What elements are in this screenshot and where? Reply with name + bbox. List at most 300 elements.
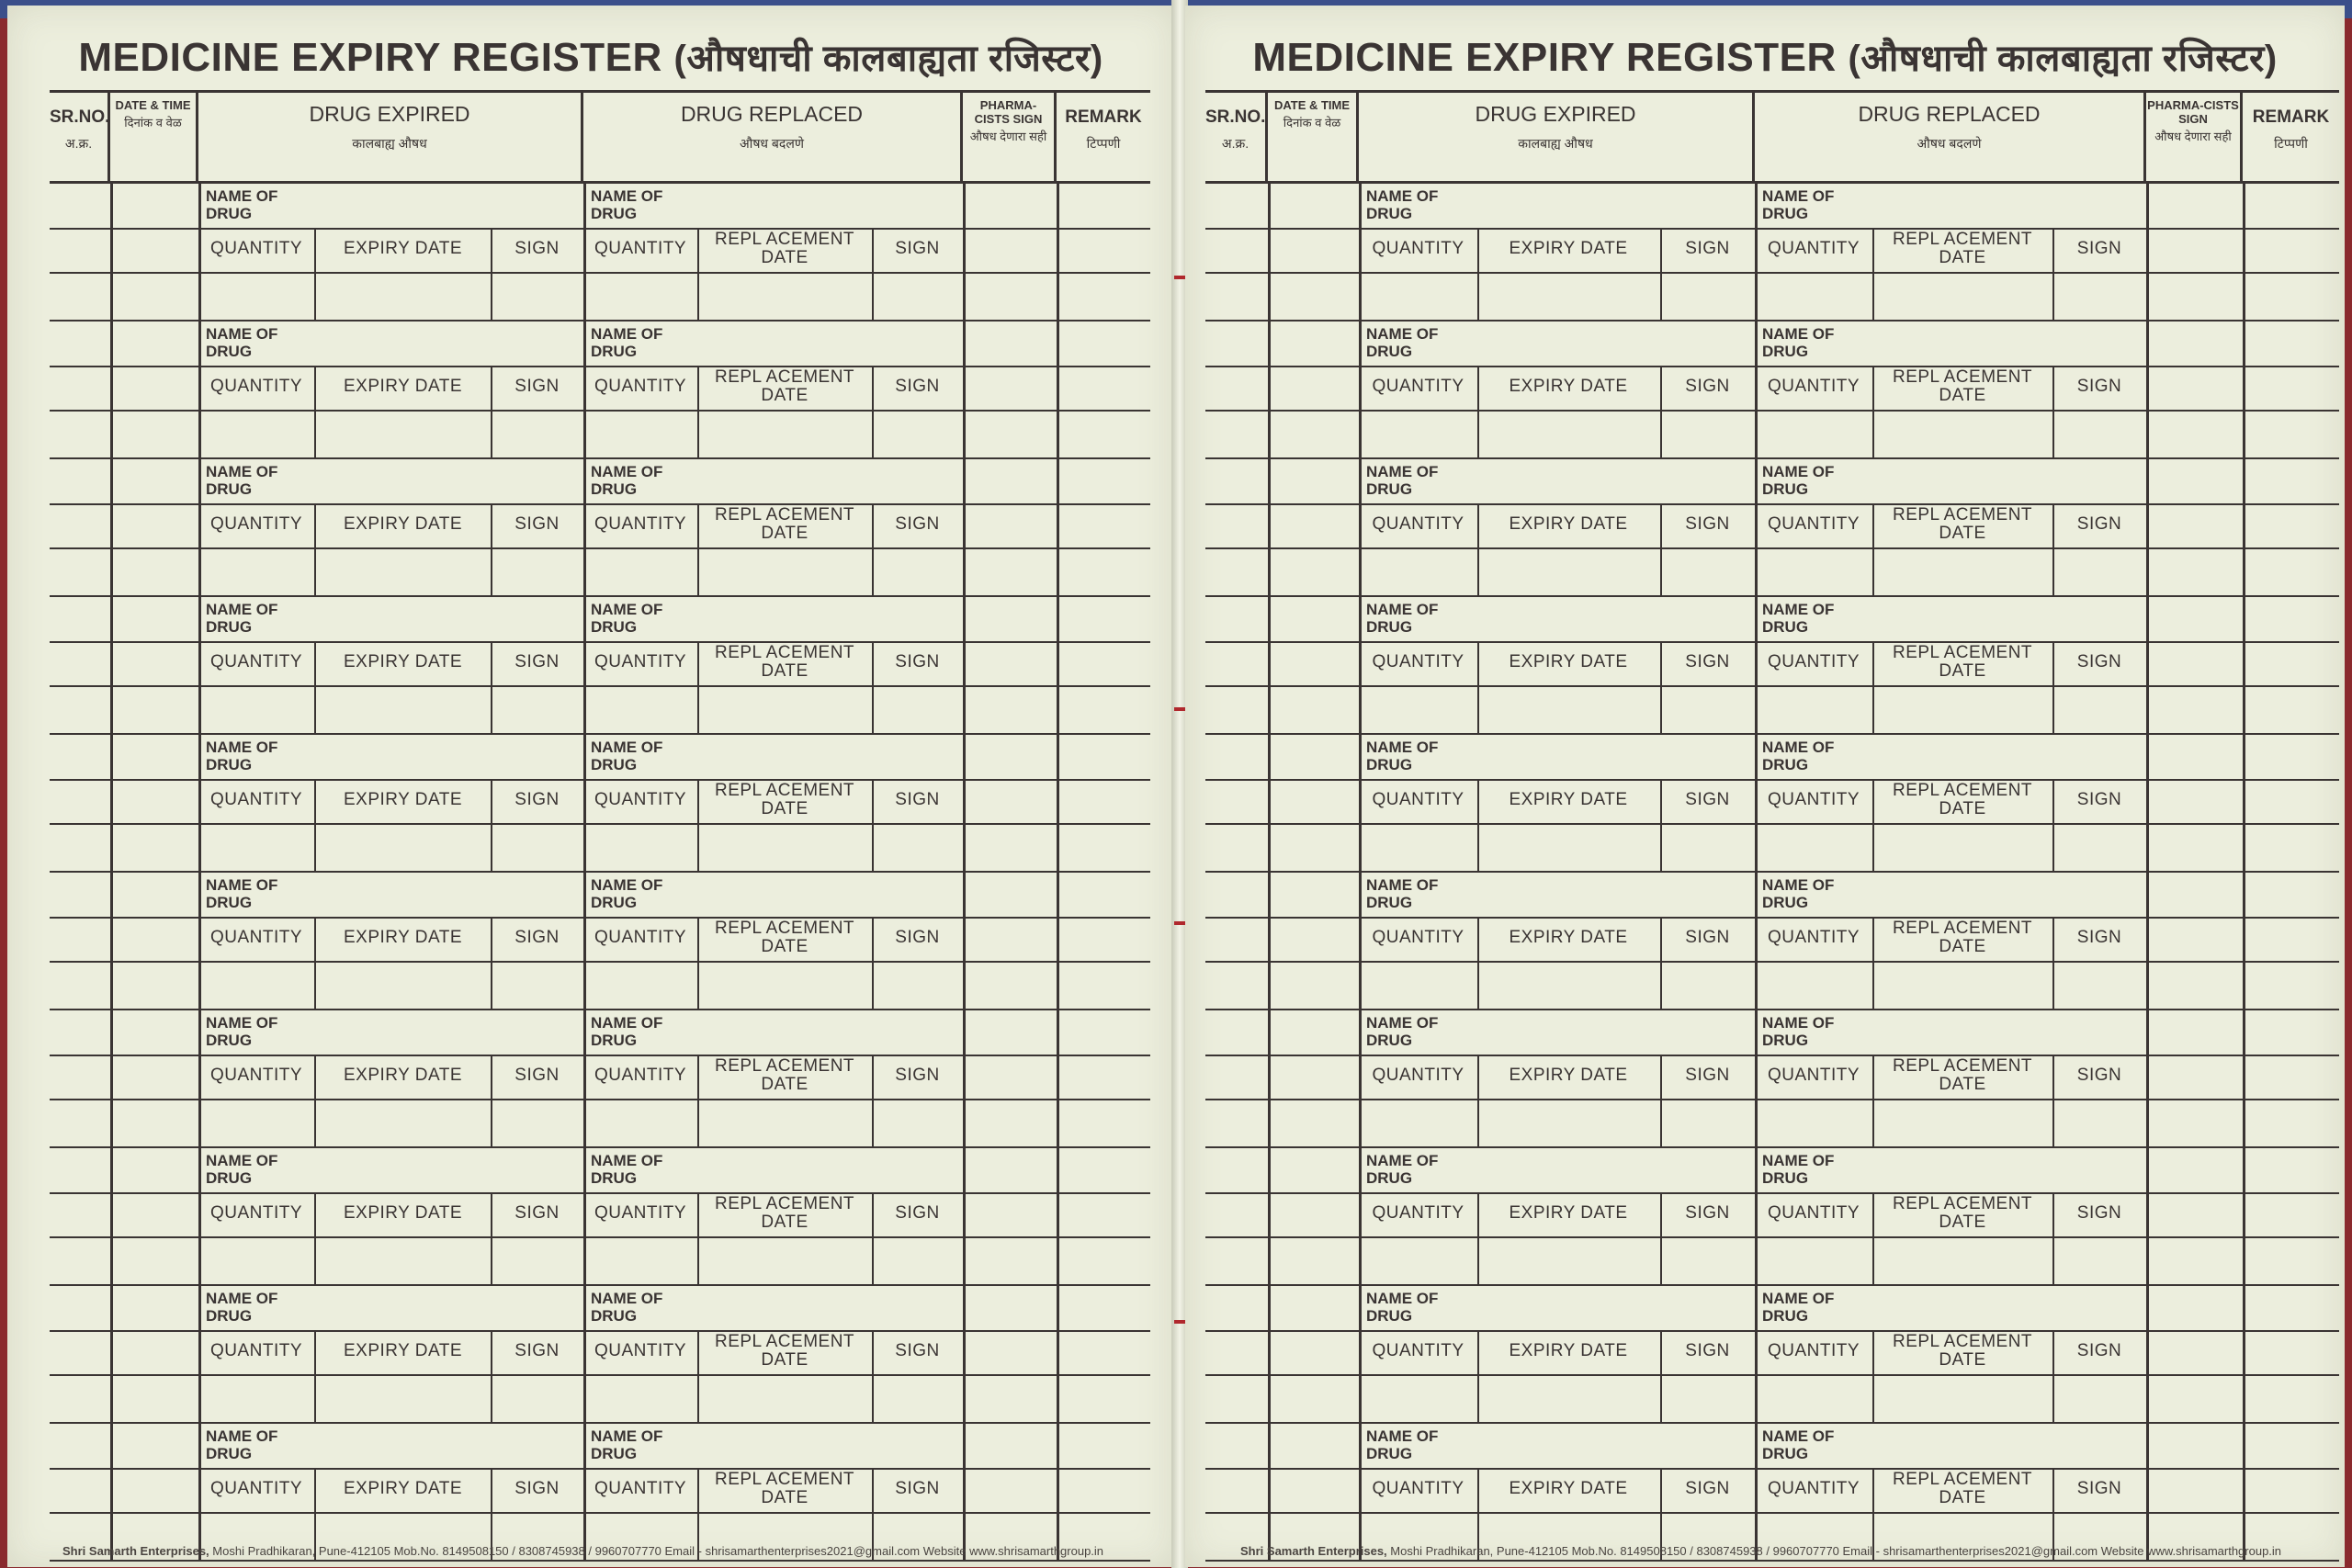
expiry-date-label: EXPIRY DATE	[1509, 1479, 1628, 1498]
sign-label: SIGN	[1685, 1341, 1730, 1360]
ruled-line	[963, 1099, 1150, 1100]
quantity-label: QUANTITY	[594, 1341, 687, 1360]
header-pharmacist-sign-marathi: औषध देणारा सही	[969, 130, 1047, 143]
ruled-line	[2146, 1192, 2339, 1194]
ruled-line	[2146, 961, 2339, 963]
quantity-label: QUANTITY	[209, 514, 303, 534]
header-pharmacist-sign	[2146, 93, 2243, 181]
name-of-drug-label: NAME OF DRUG	[1762, 1152, 1835, 1187]
ruled-line	[50, 685, 198, 687]
column-divider	[963, 1424, 966, 1560]
left-page	[7, 6, 1174, 1567]
ruled-line	[1359, 1330, 1755, 1332]
column-divider	[1268, 1286, 1271, 1422]
replacement-date-label: REPL ACEMENT DATE	[714, 919, 855, 956]
ruled-line	[963, 228, 1150, 230]
quantity-label: QUANTITY	[209, 790, 303, 809]
ruled-line	[1205, 272, 1359, 274]
name-of-drug-label: NAME OF DRUG	[206, 463, 278, 498]
header-drug-replaced	[1755, 93, 2146, 181]
column-divider	[110, 1286, 113, 1422]
expiry-date-label: EXPIRY DATE	[1509, 790, 1628, 809]
expiry-date-label: EXPIRY DATE	[1509, 514, 1628, 534]
ruled-line	[1359, 1192, 1755, 1194]
name-of-drug-label: NAME OF DRUG	[206, 876, 278, 911]
column-divider	[110, 1148, 113, 1284]
header-sr-no-label: SR.NO.	[1205, 107, 1266, 127]
expiry-date-label: EXPIRY DATE	[1509, 377, 1628, 396]
header-date-time	[1268, 93, 1359, 181]
ruled-line	[1755, 410, 2146, 412]
column-divider	[1057, 873, 1059, 1009]
ruled-line	[2146, 641, 2339, 643]
sign-label: SIGN	[2076, 1479, 2122, 1498]
ruled-line	[583, 685, 963, 687]
column-divider	[110, 1424, 113, 1560]
column-divider	[2243, 1286, 2245, 1422]
column-divider	[2243, 184, 2245, 320]
header-date-time-label: DATE & TIME	[1273, 98, 1351, 112]
column-divider	[110, 459, 113, 595]
column-divider	[110, 873, 113, 1009]
ruled-line	[2146, 228, 2339, 230]
name-of-drug-label: NAME OF DRUG	[206, 1152, 278, 1187]
header-pharmacist-sign-label: PHARMA-CISTS SIGN	[2147, 98, 2239, 126]
replacement-date-label: REPL ACEMENT DATE	[714, 367, 855, 405]
name-of-drug-label: NAME OF DRUG	[1366, 601, 1439, 636]
header-remark-label: REMARK	[1065, 107, 1142, 127]
ruled-line	[1755, 1512, 2146, 1514]
column-divider	[110, 184, 113, 320]
ruled-line	[1359, 366, 1755, 367]
ruled-line	[963, 685, 1150, 687]
register-entry	[1205, 735, 2339, 873]
ruled-line	[50, 1099, 198, 1100]
header-drug-replaced-label: DRUG REPLACED	[680, 102, 864, 126]
ruled-line	[198, 779, 583, 781]
expiry-date-label: EXPIRY DATE	[1509, 928, 1628, 947]
column-divider	[1057, 735, 1059, 871]
name-of-drug-label: NAME OF DRUG	[591, 187, 663, 222]
ruled-line	[50, 228, 198, 230]
column-divider	[2243, 1010, 2245, 1146]
ruled-line	[1205, 410, 1359, 412]
column-divider	[963, 459, 966, 595]
name-of-drug-label: NAME OF DRUG	[1762, 1014, 1835, 1049]
column-divider	[1268, 1148, 1271, 1284]
ruled-line	[583, 1236, 963, 1238]
ruled-line	[963, 366, 1150, 367]
quantity-label: QUANTITY	[1372, 1341, 1464, 1360]
name-of-drug-label: NAME OF DRUG	[1762, 739, 1835, 773]
ruled-line	[198, 366, 583, 367]
column-divider	[2146, 1010, 2149, 1146]
ruled-line	[1359, 917, 1755, 919]
column-divider	[963, 184, 966, 320]
sign-label: SIGN	[1685, 1479, 1730, 1498]
ruled-line	[198, 823, 583, 825]
sign-label: SIGN	[514, 239, 560, 258]
header-sr-no-marathi: अ.क्र.	[64, 136, 93, 151]
sign-label: SIGN	[514, 1066, 560, 1085]
table-header	[1205, 90, 2339, 184]
ruled-line	[2146, 1468, 2339, 1470]
ruled-line	[50, 366, 198, 367]
ruled-line	[1755, 1236, 2146, 1238]
expiry-date-label: EXPIRY DATE	[343, 514, 463, 534]
quantity-label: QUANTITY	[1767, 1479, 1860, 1498]
quantity-label: QUANTITY	[1767, 514, 1860, 534]
sign-label: SIGN	[514, 514, 560, 534]
ruled-line	[963, 503, 1150, 505]
header-drug-replaced-label: DRUG REPLACED	[1858, 102, 2041, 126]
ruled-line	[583, 823, 963, 825]
ruled-line	[963, 410, 1150, 412]
replacement-date-label: REPL ACEMENT DATE	[1892, 1056, 2033, 1094]
ruled-line	[198, 917, 583, 919]
ruled-line	[1205, 779, 1359, 781]
column-divider	[1057, 184, 1059, 320]
quantity-label: QUANTITY	[594, 1203, 687, 1223]
sign-label: SIGN	[895, 652, 940, 671]
sign-label: SIGN	[514, 928, 560, 947]
ruled-line	[50, 641, 198, 643]
header-remark-marathi: टिप्पणी	[1086, 136, 1121, 151]
header-date-time-label: DATE & TIME	[115, 98, 191, 112]
column-divider	[2146, 321, 2149, 457]
replacement-date-label: REPL ACEMENT DATE	[1892, 1332, 2033, 1370]
header-drug-expired-marathi: कालबाह्य औषध	[352, 136, 427, 151]
ruled-line	[963, 917, 1150, 919]
quantity-label: QUANTITY	[1767, 1066, 1860, 1085]
ruled-line	[198, 228, 583, 230]
sign-label: SIGN	[895, 1203, 940, 1223]
name-of-drug-label: NAME OF DRUG	[1762, 463, 1835, 498]
column-divider	[1057, 459, 1059, 595]
header-drug-replaced-marathi: औषध बदलणे	[740, 136, 804, 151]
column-divider	[1057, 321, 1059, 457]
sign-label: SIGN	[2076, 652, 2122, 671]
ruled-line	[1205, 685, 1359, 687]
quantity-label: QUANTITY	[594, 652, 687, 671]
quantity-label: QUANTITY	[1372, 1479, 1464, 1498]
ruled-line	[1359, 1055, 1755, 1056]
header-drug-replaced	[583, 93, 963, 181]
name-of-drug-label: NAME OF DRUG	[1366, 1152, 1439, 1187]
ruled-line	[963, 779, 1150, 781]
quantity-label: QUANTITY	[1372, 514, 1464, 534]
column-divider	[963, 1010, 966, 1146]
ruled-line	[963, 641, 1150, 643]
name-of-drug-label: NAME OF DRUG	[591, 739, 663, 773]
name-of-drug-label: NAME OF DRUG	[1762, 1290, 1835, 1325]
ruled-line	[2146, 547, 2339, 549]
header-sr-no	[1205, 93, 1268, 181]
column-divider	[2243, 1148, 2245, 1284]
ruled-line	[198, 1330, 583, 1332]
ruled-line	[50, 503, 198, 505]
ruled-line	[1359, 503, 1755, 505]
ruled-line	[198, 1236, 583, 1238]
quantity-label: QUANTITY	[1372, 377, 1464, 396]
sign-label: SIGN	[1685, 928, 1730, 947]
name-of-drug-label: NAME OF DRUG	[591, 876, 663, 911]
ruled-line	[198, 961, 583, 963]
ruled-line	[963, 1236, 1150, 1238]
replacement-date-label: REPL ACEMENT DATE	[714, 781, 855, 818]
quantity-label: QUANTITY	[1767, 652, 1860, 671]
ruled-line	[198, 547, 583, 549]
register-entry	[1205, 1148, 2339, 1286]
register-table	[1205, 90, 2339, 1562]
expiry-date-label: EXPIRY DATE	[343, 790, 463, 809]
name-of-drug-label: NAME OF DRUG	[591, 463, 663, 498]
sign-label: SIGN	[514, 1341, 560, 1360]
expiry-date-label: EXPIRY DATE	[1509, 1066, 1628, 1085]
quantity-label: QUANTITY	[209, 928, 303, 947]
sign-label: SIGN	[895, 1341, 940, 1360]
replacement-date-label: REPL ACEMENT DATE	[1892, 643, 2033, 681]
ruled-line	[1359, 1099, 1755, 1100]
ruled-line	[583, 410, 963, 412]
column-divider	[1268, 735, 1271, 871]
ruled-line	[50, 1374, 198, 1376]
column-divider	[1268, 1010, 1271, 1146]
ruled-line	[963, 547, 1150, 549]
table-header	[50, 90, 1150, 184]
name-of-drug-label: NAME OF DRUG	[1762, 325, 1835, 360]
ruled-line	[1755, 685, 2146, 687]
ruled-line	[198, 1055, 583, 1056]
ruled-line	[2146, 779, 2339, 781]
ruled-line	[1205, 1512, 1359, 1514]
quantity-label: QUANTITY	[1372, 790, 1464, 809]
ruled-line	[2146, 1055, 2339, 1056]
header-remark-label: REMARK	[2252, 107, 2330, 127]
column-divider	[1057, 1010, 1059, 1146]
ruled-line	[1359, 547, 1755, 549]
column-divider	[2243, 459, 2245, 595]
ruled-line	[198, 1099, 583, 1100]
column-divider	[1268, 321, 1271, 457]
ruled-line	[198, 272, 583, 274]
quantity-label: QUANTITY	[594, 1479, 687, 1498]
sign-label: SIGN	[1685, 377, 1730, 396]
replacement-date-label: REPL ACEMENT DATE	[1892, 1194, 2033, 1232]
name-of-drug-label: NAME OF DRUG	[591, 325, 663, 360]
ruled-line	[1359, 272, 1755, 274]
header-date-time-marathi: दिनांक व वेळ	[124, 116, 182, 130]
ruled-line	[583, 1512, 963, 1514]
ruled-line	[583, 961, 963, 963]
header-remark	[1057, 93, 1150, 181]
register-entry	[50, 1010, 1150, 1148]
ruled-line	[1205, 366, 1359, 367]
expiry-date-label: EXPIRY DATE	[1509, 239, 1628, 258]
ruled-line	[50, 1236, 198, 1238]
ruled-line	[198, 410, 583, 412]
ruled-line	[198, 503, 583, 505]
ruled-line	[963, 272, 1150, 274]
column-divider	[2243, 321, 2245, 457]
replacement-date-label: REPL ACEMENT DATE	[714, 1470, 855, 1507]
name-of-drug-label: NAME OF DRUG	[1762, 1427, 1835, 1462]
column-divider	[2146, 597, 2149, 733]
quantity-label: QUANTITY	[209, 652, 303, 671]
header-date-time-marathi: दिनांक व वेळ	[1283, 116, 1341, 130]
title-marathi: (औषधाची कालबाह्यता रजिस्टर)	[1848, 39, 2278, 79]
register-entry	[50, 321, 1150, 459]
expiry-date-label: EXPIRY DATE	[343, 1203, 463, 1223]
ruled-line	[963, 1055, 1150, 1056]
quantity-label: QUANTITY	[1767, 377, 1860, 396]
sign-label: SIGN	[514, 790, 560, 809]
replacement-date-label: REPL ACEMENT DATE	[714, 643, 855, 681]
sign-label: SIGN	[514, 652, 560, 671]
name-of-drug-label: NAME OF DRUG	[206, 325, 278, 360]
replacement-date-label: REPL ACEMENT DATE	[1892, 781, 2033, 818]
footer-details: Moshi Pradhikaran, Pune-412105 Mob.No. 8149508150 / 8308745938 / 9960707770 Email - shrisamarthenterprises2021@gmail.com Website www.shrisamarthgroup.in	[212, 1544, 1104, 1558]
quantity-label: QUANTITY	[594, 928, 687, 947]
ruled-line	[583, 547, 963, 549]
column-divider	[2243, 1424, 2245, 1560]
register-entry	[1205, 873, 2339, 1010]
name-of-drug-label: NAME OF DRUG	[591, 1152, 663, 1187]
name-of-drug-label: NAME OF DRUG	[206, 1427, 278, 1462]
register-entry	[50, 1148, 1150, 1286]
expiry-date-label: EXPIRY DATE	[1509, 652, 1628, 671]
title-english: MEDICINE EXPIRY REGISTER	[78, 35, 662, 80]
header-drug-expired	[1359, 93, 1755, 181]
column-divider	[1268, 184, 1271, 320]
replacement-date-label: REPL ACEMENT DATE	[714, 1056, 855, 1094]
quantity-label: QUANTITY	[209, 1066, 303, 1085]
replacement-date-label: REPL ACEMENT DATE	[714, 505, 855, 543]
ruled-line	[1205, 1374, 1359, 1376]
header-pharmacist-sign-marathi: औषध देणारा सही	[2154, 130, 2232, 143]
ruled-line	[2146, 1330, 2339, 1332]
register-entry	[50, 735, 1150, 873]
ruled-line	[198, 1468, 583, 1470]
quantity-label: QUANTITY	[209, 377, 303, 396]
replacement-date-label: REPL ACEMENT DATE	[714, 230, 855, 267]
quantity-label: QUANTITY	[594, 1066, 687, 1085]
column-divider	[963, 735, 966, 871]
ruled-line	[50, 547, 198, 549]
ruled-line	[1755, 547, 2146, 549]
title-marathi: (औषधाची कालबाह्यता रजिस्टर)	[673, 39, 1103, 79]
name-of-drug-label: NAME OF DRUG	[1366, 1290, 1439, 1325]
title-english: MEDICINE EXPIRY REGISTER	[1252, 35, 1837, 80]
name-of-drug-label: NAME OF DRUG	[1762, 601, 1835, 636]
column-divider	[2146, 873, 2149, 1009]
sign-label: SIGN	[1685, 1203, 1730, 1223]
header-pharmacist-sign-label: PHARMA-CISTS SIGN	[974, 98, 1043, 126]
ruled-line	[1755, 823, 2146, 825]
sign-label: SIGN	[895, 239, 940, 258]
sign-label: SIGN	[1685, 239, 1730, 258]
sign-label: SIGN	[514, 1479, 560, 1498]
ruled-line	[1359, 823, 1755, 825]
replacement-date-label: REPL ACEMENT DATE	[1892, 367, 2033, 405]
expiry-date-label: EXPIRY DATE	[1509, 1203, 1628, 1223]
ruled-line	[963, 823, 1150, 825]
name-of-drug-label: NAME OF DRUG	[206, 187, 278, 222]
sign-label: SIGN	[2076, 1066, 2122, 1085]
quantity-label: QUANTITY	[209, 1479, 303, 1498]
ruled-line	[1359, 1468, 1755, 1470]
ruled-line	[963, 1512, 1150, 1514]
ruled-line	[50, 1055, 198, 1056]
sign-label: SIGN	[895, 514, 940, 534]
footer-details: Moshi Pradhikaran, Pune-412105 Mob.No. 8149508150 / 8308745938 / 9960707770 Email - shrisamarthenterprises2021@gmail.com Website www.shrisamarthgroup.in	[1390, 1544, 2282, 1558]
ruled-line	[2146, 366, 2339, 367]
replacement-date-label: REPL ACEMENT DATE	[1892, 919, 2033, 956]
name-of-drug-label: NAME OF DRUG	[206, 601, 278, 636]
quantity-label: QUANTITY	[1372, 652, 1464, 671]
register-entry	[1205, 1424, 2339, 1562]
quantity-label: QUANTITY	[209, 1203, 303, 1223]
column-divider	[963, 1148, 966, 1284]
replacement-date-label: REPL ACEMENT DATE	[1892, 505, 2033, 543]
header-date-time	[110, 93, 198, 181]
ruled-line	[1359, 1374, 1755, 1376]
ruled-line	[1205, 1099, 1359, 1100]
column-divider	[1057, 1424, 1059, 1560]
quantity-label: QUANTITY	[1767, 1341, 1860, 1360]
expiry-date-label: EXPIRY DATE	[343, 652, 463, 671]
ruled-line	[50, 410, 198, 412]
ruled-line	[198, 1512, 583, 1514]
ruled-line	[1755, 1099, 2146, 1100]
header-drug-expired-label: DRUG EXPIRED	[309, 102, 470, 126]
sign-label: SIGN	[2076, 1341, 2122, 1360]
replacement-date-label: REPL ACEMENT DATE	[1892, 1470, 2033, 1507]
register-entry	[50, 459, 1150, 597]
ruled-line	[2146, 1236, 2339, 1238]
replacement-date-label: REPL ACEMENT DATE	[1892, 230, 2033, 267]
ruled-line	[2146, 1512, 2339, 1514]
column-divider	[963, 873, 966, 1009]
name-of-drug-label: NAME OF DRUG	[206, 739, 278, 773]
column-divider	[110, 1010, 113, 1146]
sign-label: SIGN	[895, 928, 940, 947]
ruled-line	[1359, 641, 1755, 643]
ruled-line	[1359, 779, 1755, 781]
header-sr-no	[50, 93, 110, 181]
page-title	[7, 31, 1174, 82]
column-divider	[2146, 184, 2149, 320]
sign-label: SIGN	[2076, 239, 2122, 258]
ruled-line	[1359, 961, 1755, 963]
register-table	[50, 90, 1150, 1562]
footer-company: Shri Samarth Enterprises,	[1240, 1544, 1387, 1558]
name-of-drug-label: NAME OF DRUG	[1366, 1014, 1439, 1049]
ruled-line	[50, 1468, 198, 1470]
column-divider	[1057, 1286, 1059, 1422]
header-sr-no-marathi: अ.क्र.	[1221, 136, 1250, 151]
column-divider	[963, 597, 966, 733]
column-divider	[1268, 459, 1271, 595]
ruled-line	[198, 1192, 583, 1194]
ruled-line	[1205, 1192, 1359, 1194]
name-of-drug-label: NAME OF DRUG	[591, 1427, 663, 1462]
header-pharmacist-sign	[963, 93, 1057, 181]
column-divider	[1057, 1148, 1059, 1284]
sign-label: SIGN	[1685, 790, 1730, 809]
quantity-label: QUANTITY	[209, 1341, 303, 1360]
column-divider	[2146, 1286, 2149, 1422]
